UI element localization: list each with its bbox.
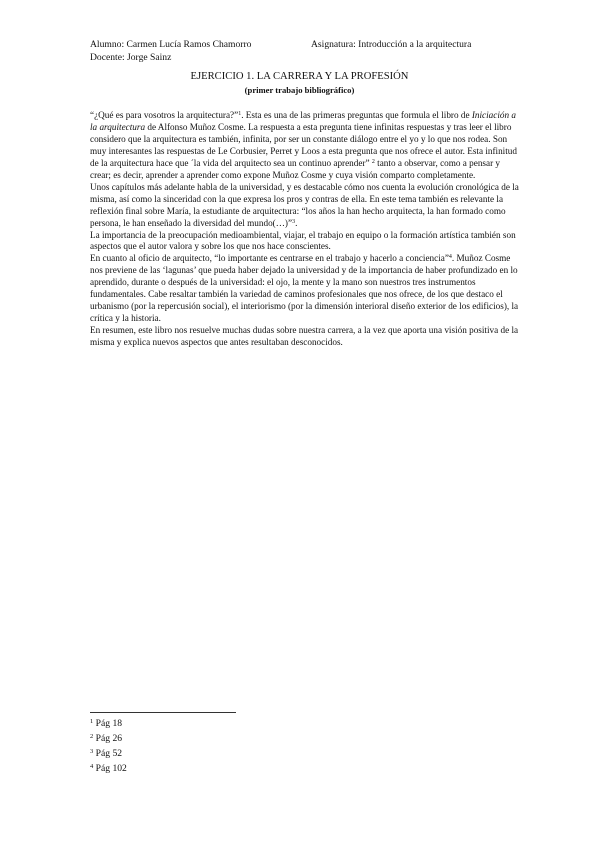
teacher-name: Docente: Jorge Sainz (90, 52, 172, 63)
subject-name: Asignatura: Introducción a la arquitectura (311, 39, 472, 50)
footnote-divider (90, 712, 236, 713)
footnote-ref-4: 4 (448, 254, 452, 261)
book-title: Iniciación a la arquitectura (90, 110, 516, 132)
exercise-title: EJERCICIO 1. LA CARRERA Y LA PROFESIÓN (190, 71, 409, 82)
paragraph-1: “¿Qué es para vosotros la arquitectura?”$^1$. Esta es una de las primeras preguntas que formula el libro de Iniciación a la arquitectura de Alfonso Muñoz Cosme. La respuesta a esta pregunta tiene infinitas respuestas y tras leer el libro considero que la arquitectura es también, infinita, por ser un constante diálogo entre el yo y lo que nos rodea. Son muy interesantes las respuestas de Le Corbusier, Perret y Loos a esta pregunta que nos ofrece el autor. Esta infinitud de la arquitectura hace que ´la vida del arquitecto sea un continuo aprender” $^2$ tanto a observar, como a pensar y crear; es decir, aprender a aprender como expone Muñoz Cosme y cuya visión comparto completamente. (90, 110, 517, 180)
student-name: Alumno: Carmen Lucía Ramos Chamorro (90, 39, 252, 50)
footnote-ref-2: 2 (371, 158, 375, 165)
footnote-ref-1: 1 (238, 111, 242, 117)
paragraph-2: Unos capítulos más adelante habla de la universidad, y es destacable cómo nos cuenta la evolución cronológica de la misma, así como la sinceridad con la que expresa los pros y contras de ella. En este tema también es relevante la reflexión final sobre María, la estudiante de arquitectura: “los años la han hecho arquitecta, la han formado como persona, le han enseñado la diversidad del mundo(…)”$^3$. (90, 181, 519, 228)
paragraph-4: En cuanto al oficio de arquitecto, “lo importante es centrarse en el trabajo y hacerlo a conciencia”$^4$. Muñoz Cosme nos previene de las ‘lagunas’ que pueda haber dejado la universidad y de la importancia de haber profundizado en lo aprendido, durante o después de la universidad: el ojo, la mente y la mano son nuestros tres instrumentos fundamentales. Cabe resaltar también la variedad de caminos profesionales que nos ofrece, de los que destaco el urbanismo (por la repercusión social), el interiorismo (por la dimensión interioral diseño exterior de los edificios), la crítica y la historia. (90, 253, 519, 324)
footnote-4: $^4$ Pág 102 (90, 763, 127, 774)
paragraph-5: En resumen, este libro nos resuelve muchas dudas sobre nuestra carrera, a la vez que aporta una visión positiva de la misma y explica nuevos aspectos que antes resultaban desconocidos. (90, 325, 519, 348)
footnote-2: $^2$ Pág 26 (90, 733, 123, 744)
paragraph-3: La importancia de la preocupación medioambiental, viajar, el trabajo en equipo o la formación artística también son aspectos que el autor valora y sobre los que nos hace conscientes. (90, 229, 516, 252)
footnote-ref-3: 3 (292, 218, 296, 225)
footnote-3: $^3$ Pág 52 (90, 748, 123, 759)
exercise-subtitle: (primer trabajo bibliográfico) (244, 85, 355, 95)
body-text (90, 110, 520, 349)
footnote-1: $^1$ Pág 18 (90, 718, 123, 729)
